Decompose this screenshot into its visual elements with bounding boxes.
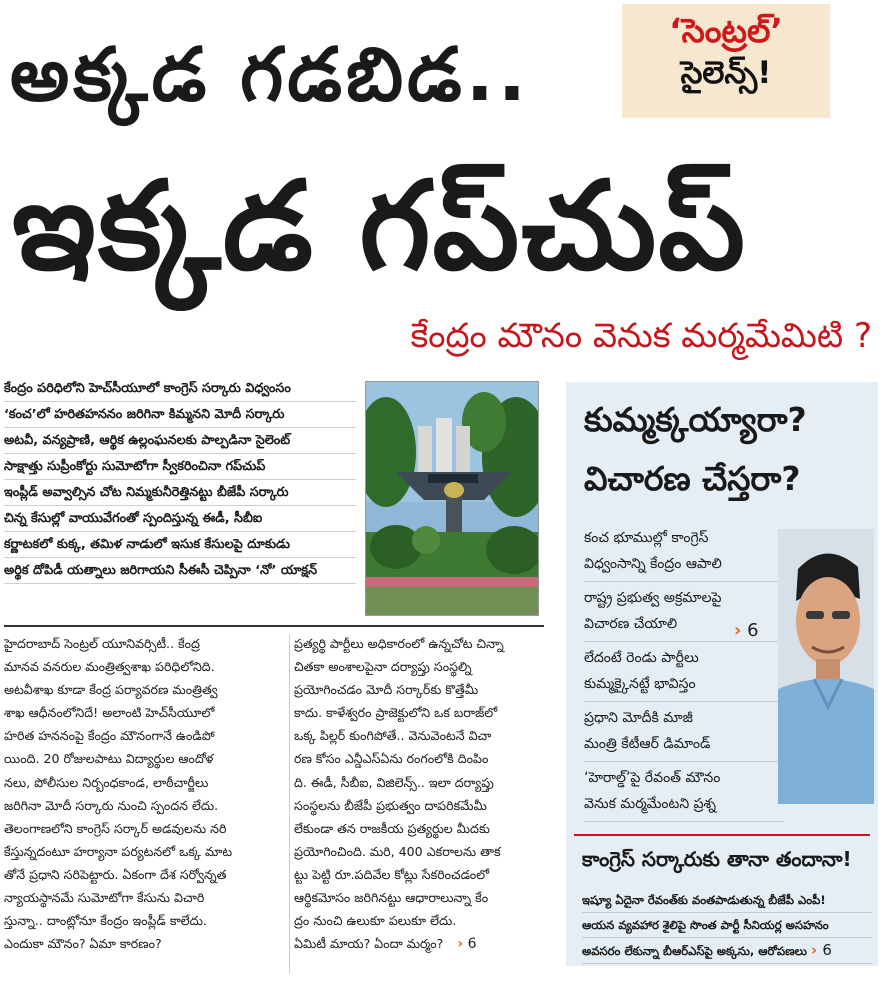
body-closing-line: ఏమిటీ మాయ? ఏందా మర్మం? bbox=[294, 936, 444, 952]
body-line: కాదు. కాళేశ్వరం ప్రాజెక్టులోని ఒక బరాజ్‌లో bbox=[294, 705, 498, 721]
sidebar-sub-item: ఆయన వ్యవహార శైలిపై సొంత పార్టీ సీనియర్ల అసహనం bbox=[582, 913, 872, 938]
sidebar-sub-item-text: అవసరం లేకున్నా బీఆర్‌ఎస్‌పై అక్కసు, ఆరోపణలు bbox=[582, 944, 807, 958]
body-line: ప్రత్యర్థి పార్టీలు అధికారంలో ఉన్నచోట చిన్నా bbox=[294, 636, 504, 651]
body-line: ట్టు పెట్టి రూ.పదివేల కోట్లు సేకరించడంలో bbox=[294, 866, 490, 882]
body-line: కేస్తున్నదంటూ హర్యానా పర్యటనలో ఒక్క మాట bbox=[4, 843, 233, 859]
body-line: తెలంగాణలోని కాంగ్రెస్ సర్కార్ అడవులను నరి bbox=[4, 820, 227, 836]
sidebar-point-text: మంత్రి కేటీఆర్ డిమాండ్ bbox=[584, 736, 711, 752]
body-line: యింది. 20 రోజులపాటు విద్యార్థుల ఆందోళ bbox=[4, 751, 214, 767]
body-line: హరిత హననంపై కేంద్రం మౌనంగానే ఉండిపో bbox=[4, 728, 215, 744]
body-column-2 bbox=[294, 632, 576, 955]
body-line: అటవీశాఖ కూడా కేంద్ర పర్యావరణ మంత్రిత్వ bbox=[4, 682, 218, 698]
body-line: హైదరాబాద్ సెంట్రల్ యూనివర్సిటీ.. కేంద్ర bbox=[4, 636, 200, 651]
bullet-item: అర్థిక దోపిడీ యత్నాలు జరిగాయని సీఈసీ చెప్పినా ‘నో’ యాక్షన్ bbox=[4, 558, 356, 584]
body-line: ఆర్థికమోసం జరిగినట్టు ఆధారాలున్నా కేం bbox=[294, 890, 489, 906]
body-line: నలు, పోలీసుల నిర్బంధకాండ, లాఠీచార్జీలు bbox=[4, 774, 209, 790]
central-silence-line-2: సైలెన్స్! bbox=[680, 54, 772, 91]
ktr-sidebar bbox=[566, 382, 878, 966]
section-divider bbox=[4, 625, 544, 627]
sidebar-sub-headline: కాంగ్రెస్ సర్కారుకు తానా తందానా! bbox=[582, 847, 852, 871]
chevron-right-icon: › bbox=[734, 620, 742, 641]
sidebar-sub-item bbox=[582, 938, 872, 964]
sidebar-divider bbox=[574, 834, 870, 836]
body-line: ప్రయోగించడం మోదీ సర్కార్‌కు కొత్తేమీ bbox=[294, 682, 479, 698]
page-number: 6 bbox=[747, 620, 759, 641]
body-line: జరిగినా మోదీ సర్కారు నుంచి స్పందన లేదు. bbox=[4, 797, 219, 813]
sidebar-sub-item: ఇష్యూ ఏదైనా రేవంత్‌కు వంతపాడుతున్న బీజేపీ ఎంపీ! bbox=[582, 888, 872, 913]
sidebar-points bbox=[584, 522, 784, 822]
central-silence-box bbox=[622, 4, 830, 118]
person-photo-illustration bbox=[778, 529, 874, 804]
sidebar-title-line-2: విచారణ చేస్తరా? bbox=[584, 459, 801, 498]
campus-photo-illustration bbox=[366, 382, 539, 616]
sidebar-point bbox=[584, 642, 784, 702]
sidebar-point-text: విచారణ చేయాలి bbox=[584, 616, 678, 632]
sidebar-point bbox=[584, 762, 784, 822]
body-line bbox=[294, 932, 576, 955]
sidebar-sub-list bbox=[582, 888, 872, 964]
sidebar-title-line-1: కుమ్మక్కయ్యారా? bbox=[584, 400, 807, 439]
page-number: 6 bbox=[467, 936, 477, 953]
body-line: తోనే ప్రధాని సరిపెట్టారు. ఏకంగా దేశ సర్వోన్నత bbox=[4, 866, 227, 882]
bullet-item: ‘కంచ’లో హరితహననం జరిగినా కిమ్మనని మోదీ సర్కారు bbox=[4, 402, 356, 428]
column-rule bbox=[289, 634, 290, 974]
bullet-item: అటవీ, వన్యప్రాణి, ఆర్థిక ఉల్లంఘనలకు పాల్పడినా సైలెంట్ bbox=[4, 428, 356, 454]
headline-line-2: ఇక్కడ గప్‌చుప్ bbox=[12, 155, 747, 297]
bullet-item: ఇంప్లీడ్ అవ్వాల్సిన చోట నిమ్మకునీరెత్తినట్టు బీజేపీ సర్కారు bbox=[4, 480, 356, 506]
body-line: చితకా అంశాలపైనా దర్యాప్తు సంస్థల్ని bbox=[294, 659, 472, 675]
campus-photo bbox=[365, 381, 539, 616]
sidebar-sub-page-reference[interactable] bbox=[811, 941, 832, 959]
sidebar-point-text: లేదంటే రెండు పార్టీలు bbox=[584, 650, 699, 666]
body-line: ద్రం నుంచి ఉలుకూ పలుకూ లేదు. bbox=[294, 913, 457, 929]
page-number: 6 bbox=[822, 941, 832, 959]
body-line: శాఖ ఆధీనంలోనిదే! అలాంటి హెచ్‌సీయూలో bbox=[4, 705, 215, 721]
sidebar-page-reference[interactable] bbox=[734, 620, 759, 641]
bullet-list bbox=[4, 376, 356, 584]
body-line: రణ కోసం ఎన్డీఎస్‌ఏను రంగంలోకి దింపిం bbox=[294, 751, 489, 767]
sidebar-point-text: ‘హెరాల్డ్’పై రేవంత్ మౌనం bbox=[584, 770, 721, 786]
subhead: కేంద్రం మౌనం వెనుక మర్మమేమిటి ? bbox=[410, 316, 872, 356]
body-line: ప్రయోగించింది. మరి, 400 ఎకరాలను తాక bbox=[294, 843, 501, 859]
body-line: ది. ఈడీ, సీబీఐ, విజిలెన్స్.. ఇలా దర్యాప్తు bbox=[294, 774, 494, 790]
body-line: ఒక్క పిల్లర్ కుంగిపోతే.. వెనువెంటనే విచా bbox=[294, 728, 492, 744]
body-page-reference[interactable] bbox=[457, 936, 476, 952]
sidebar-point-text: ప్రధాని మోదీకి మాజీ bbox=[584, 710, 693, 726]
chevron-right-icon: › bbox=[457, 936, 464, 953]
body-line: మానవ వనరుల మంత్రిత్వశాఖ పరిధిలోనిది. bbox=[4, 659, 215, 675]
chevron-right-icon: › bbox=[810, 941, 818, 959]
bullet-item: సాక్షాత్తు సుప్రీంకోర్టు సుమోటోగా స్వీకరించినా గప్‌చుప్ bbox=[4, 454, 356, 480]
bullet-item: చిన్న కేసుల్లో వాయువేగంతో స్పందిస్తున్న ఈడీ, సీబీఐ bbox=[4, 506, 356, 532]
sidebar-point-text: కుమ్మక్కైనట్టే భావిస్తం bbox=[584, 676, 696, 692]
body-line: లేకుండా తన రాజకీయ ప్రత్యర్థుల మీదకు bbox=[294, 820, 490, 836]
sidebar-point-text: వెనుక మర్మమేంటని ప్రశ్న bbox=[584, 796, 716, 812]
person-photo bbox=[778, 529, 874, 804]
sidebar-point-text: కంచ భూముల్లో కాంగ్రెస్ bbox=[584, 530, 709, 546]
bullet-item: కర్ణాటకలో కుక్క, తమిళ నాడులో ఇసుక కేసులపై దూకుడు bbox=[4, 532, 356, 558]
body-line: స్తున్నా.. దాంట్లోనూ కేంద్రం ఇంప్లీడ్ కాలేదు. bbox=[4, 913, 207, 929]
sidebar-point bbox=[584, 702, 784, 762]
body-column-1 bbox=[4, 632, 286, 955]
body-line: న్యాయస్థానమే సుమోటోగా కేసును విచారి bbox=[4, 890, 205, 906]
headline-line-1: అక్కడ గడబిడ.. bbox=[10, 32, 531, 118]
sidebar-point bbox=[584, 522, 784, 582]
body-line: ఎందుకా మౌనం? ఏమా కారణం? bbox=[4, 936, 162, 952]
sidebar-point-text: రాష్ట్ర ప్రభుత్వ అక్రమాలపై bbox=[584, 590, 722, 606]
body-line: సంస్థలను బీజేపీ ప్రభుత్వం దాపరికమేమీ bbox=[294, 797, 487, 813]
central-silence-line-1: ‘సెంట్రల్’ bbox=[669, 11, 783, 50]
bullet-item: కేంద్రం పరిధిలోని హెచ్‌సీయూలో కాంగ్రెస్ సర్కారు విధ్వంసం bbox=[4, 376, 356, 402]
sidebar-point-text: విధ్వంసాన్ని కేంద్రం ఆపాలి bbox=[584, 556, 722, 572]
